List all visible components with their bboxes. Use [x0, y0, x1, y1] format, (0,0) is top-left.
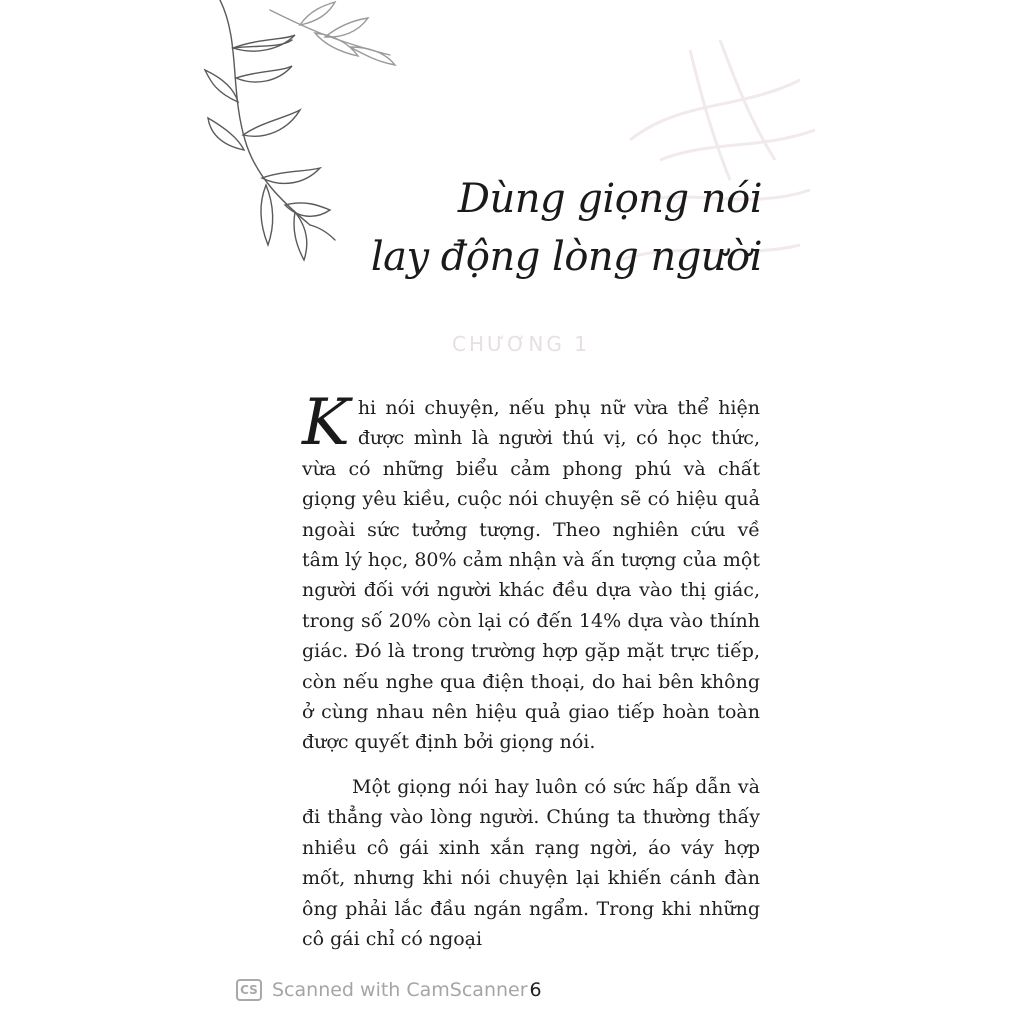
- camscanner-watermark: [236, 976, 542, 1004]
- chapter-title-line-2: lay động lòng người: [370, 234, 762, 280]
- camscanner-icon: CS: [236, 979, 262, 1001]
- watermark-text: Scanned with CamScanner: [272, 979, 528, 1001]
- body-text: [302, 386, 760, 954]
- paragraph-1-text: hi nói chuyện, nếu phụ nữ vừa thể hiện được mình là người thú vị, có học thức, vừa có những biểu cảm phong phú và chất giọng yêu kiều, cuộc nói chuyện sẽ có hiệu quả ngoài sức tưởng tượng. Theo nghiên cứu về tâm lý học, 80% cảm nhận và ấn tượng của một người đối với người khác đều dựa vào thị giác, trong số 20% còn lại có đến 14% dựa vào thính giác. Đó là trong trường hợp gặp mặt trực tiếp, còn nếu nghe qua điện thoại, do hai bên không ở cùng nhau nên hiệu quả giao tiếp hoàn toàn được quyết định bởi giọng nói.: [302, 397, 760, 754]
- paragraph-2: Một giọng nói hay luôn có sức hấp dẫn và đi thẳng vào lòng người. Chúng ta thường thấy nhiều cô gái xinh xắn rạng ngời, áo váy hợp mốt, nhưng khi nói chuyện lại khiến cánh đàn ông phải lắc đầu ngán ngẩm. Trong khi những cô gái chỉ có ngoại: [302, 775, 760, 950]
- page-number: 6: [529, 979, 542, 1001]
- leaf-branch-illustration: [200, 0, 400, 270]
- drop-cap: K: [302, 386, 350, 460]
- chapter-label: CHƯƠNG 1: [452, 332, 590, 356]
- chapter-title-line-1: Dùng giọng nói: [457, 176, 762, 222]
- paragraph-1: [302, 386, 760, 758]
